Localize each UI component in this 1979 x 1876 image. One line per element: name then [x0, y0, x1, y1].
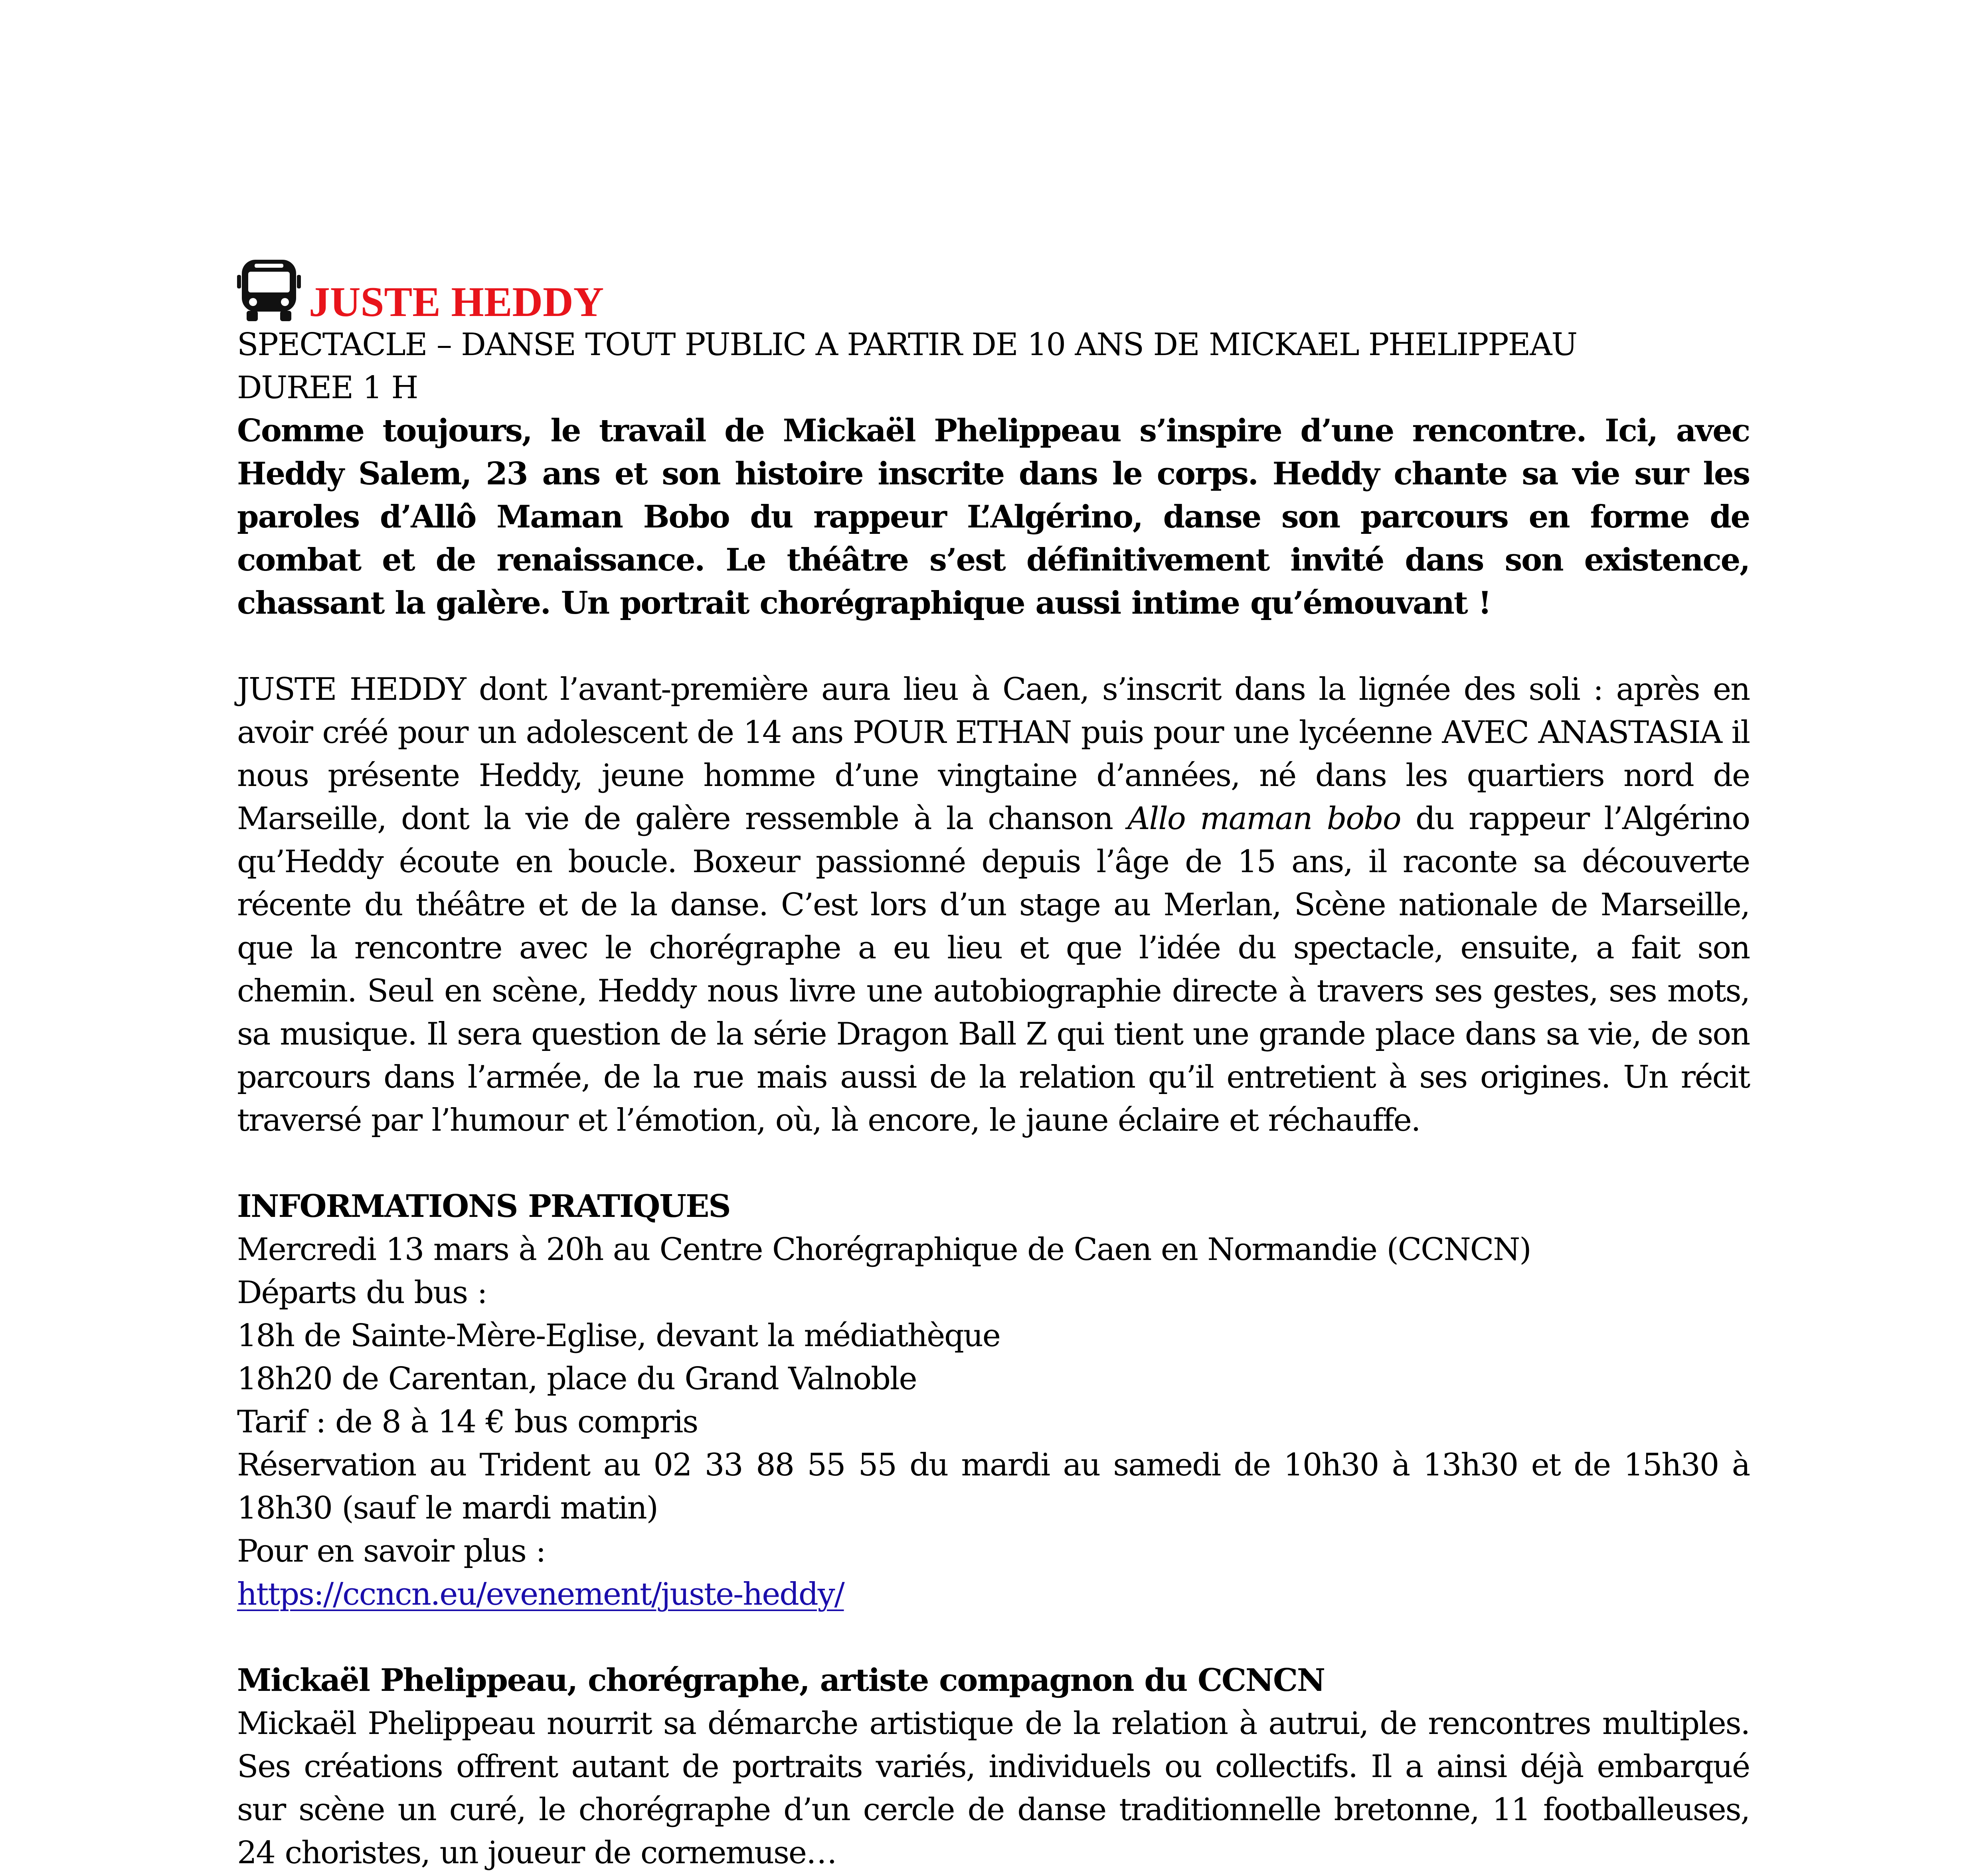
- bio-paragraph: Mickaël Phelippeau nourrit sa démarche artistique de la relation à autrui, de rencontres multiples. Ses créations offrent autant de portraits variés, individuels ou collectifs. Il a ainsi déjà embarqué sur scène un curé, le chorégraphe d’un cercle de danse traditionnelle bretonne, 11 footballeuses, 24 choristes, un joueur de cornemuse…: [237, 1706, 1750, 1871]
- body-text-part-2: du rappeur l’Algérino qu’Heddy écoute en boucle. Boxeur passionné depuis l’âge de 15 ans, il raconte sa découverte récente du théâtre et de la danse. C’est lors d’un stage au Merlan, Scène nationale de Marseille, que la rencontre avec le chorégraphe a eu lieu et que l’idée du spectacle, ensuite, a fait son chemin. Seul en scène, Heddy nous livre une autobiographie directe à travers ses gestes, ses mots, sa musique. Il sera question de la série Dragon Ball Z qui tient une grande place dans sa vie, de son parcours dans l’armée, de la rue mais aussi de la relation qu’il entretient à ses origines. Un récit traversé par l’humour et l’émotion, où, là encore, le jaune éclaire et réchauffe.: [237, 801, 1750, 1138]
- spacer: [237, 1616, 1750, 1659]
- info-reservation: Réservation au Trident au 02 33 88 55 55 du mardi au samedi de 10h30 à 13h30 et de 15h30 à 18h30 (sauf le mardi matin): [237, 1447, 1750, 1526]
- body-paragraph: [237, 668, 1750, 1142]
- info-departure-1: 18h de Sainte-Mère-Eglise, devant la médiathèque: [237, 1318, 1000, 1354]
- document-content: [237, 239, 1750, 1874]
- spacer: [237, 1142, 1750, 1185]
- song-title: Allo maman bobo: [1127, 801, 1401, 837]
- bus-icon: [237, 257, 301, 323]
- info-departures-label: Départs du bus :: [237, 1275, 487, 1311]
- info-departure-2: 18h20 de Carentan, place du Grand Valnoble: [237, 1361, 917, 1397]
- info-date-venue: Mercredi 13 mars à 20h au Centre Chorégraphique de Caen en Normandie (CCNCN): [237, 1232, 1531, 1268]
- body-text-part-1: JUSTE HEDDY dont l’avant-première aura lieu à Caen, s’inscrit dans la lignée des soli : après en avoir créé pour un adolescent de 14 ans POUR ETHAN puis pour une lycéenne AVEC ANASTASIA il nous présente Heddy, jeune homme d’une vingtaine d’années, né dans les quartiers nord de Marseille, dont la vie de galère ressemble à la chanson: [237, 671, 1750, 837]
- info-more-label: Pour en savoir plus :: [237, 1533, 546, 1569]
- info-heading: INFORMATIONS PRATIQUES: [237, 1188, 730, 1224]
- bio-heading: Mickaël Phelippeau, chorégraphe, artiste compagnon du CCNCN: [237, 1662, 1325, 1698]
- title-row: [237, 239, 1750, 323]
- spacer: [237, 625, 1750, 668]
- page-title: JUSTE HEDDY: [309, 278, 604, 325]
- duration-line: DUREE 1 H: [237, 370, 418, 406]
- subtitle-line: SPECTACLE – DANSE TOUT PUBLIC A PARTIR DE 10 ANS DE MICKAEL PHELIPPEAU: [237, 327, 1577, 363]
- info-price: Tarif : de 8 à 14 € bus compris: [237, 1404, 698, 1440]
- intro-paragraph: Comme toujours, le travail de Mickaël Phelippeau s’inspire d’une rencontre. Ici, avec Heddy Salem, 23 ans et son histoire inscrite dans le corps. Heddy chante sa vie sur les paroles d’Allô Maman Bobo du rappeur L’Algérino, danse son parcours en forme de combat et de renaissance. Le théâtre s’est définitivement invité dans son existence, chassant la galère. Un portrait chorégraphique aussi intime qu’émouvant !: [237, 413, 1750, 621]
- event-link[interactable]: https://ccncn.eu/evenement/juste-heddy/: [237, 1576, 844, 1612]
